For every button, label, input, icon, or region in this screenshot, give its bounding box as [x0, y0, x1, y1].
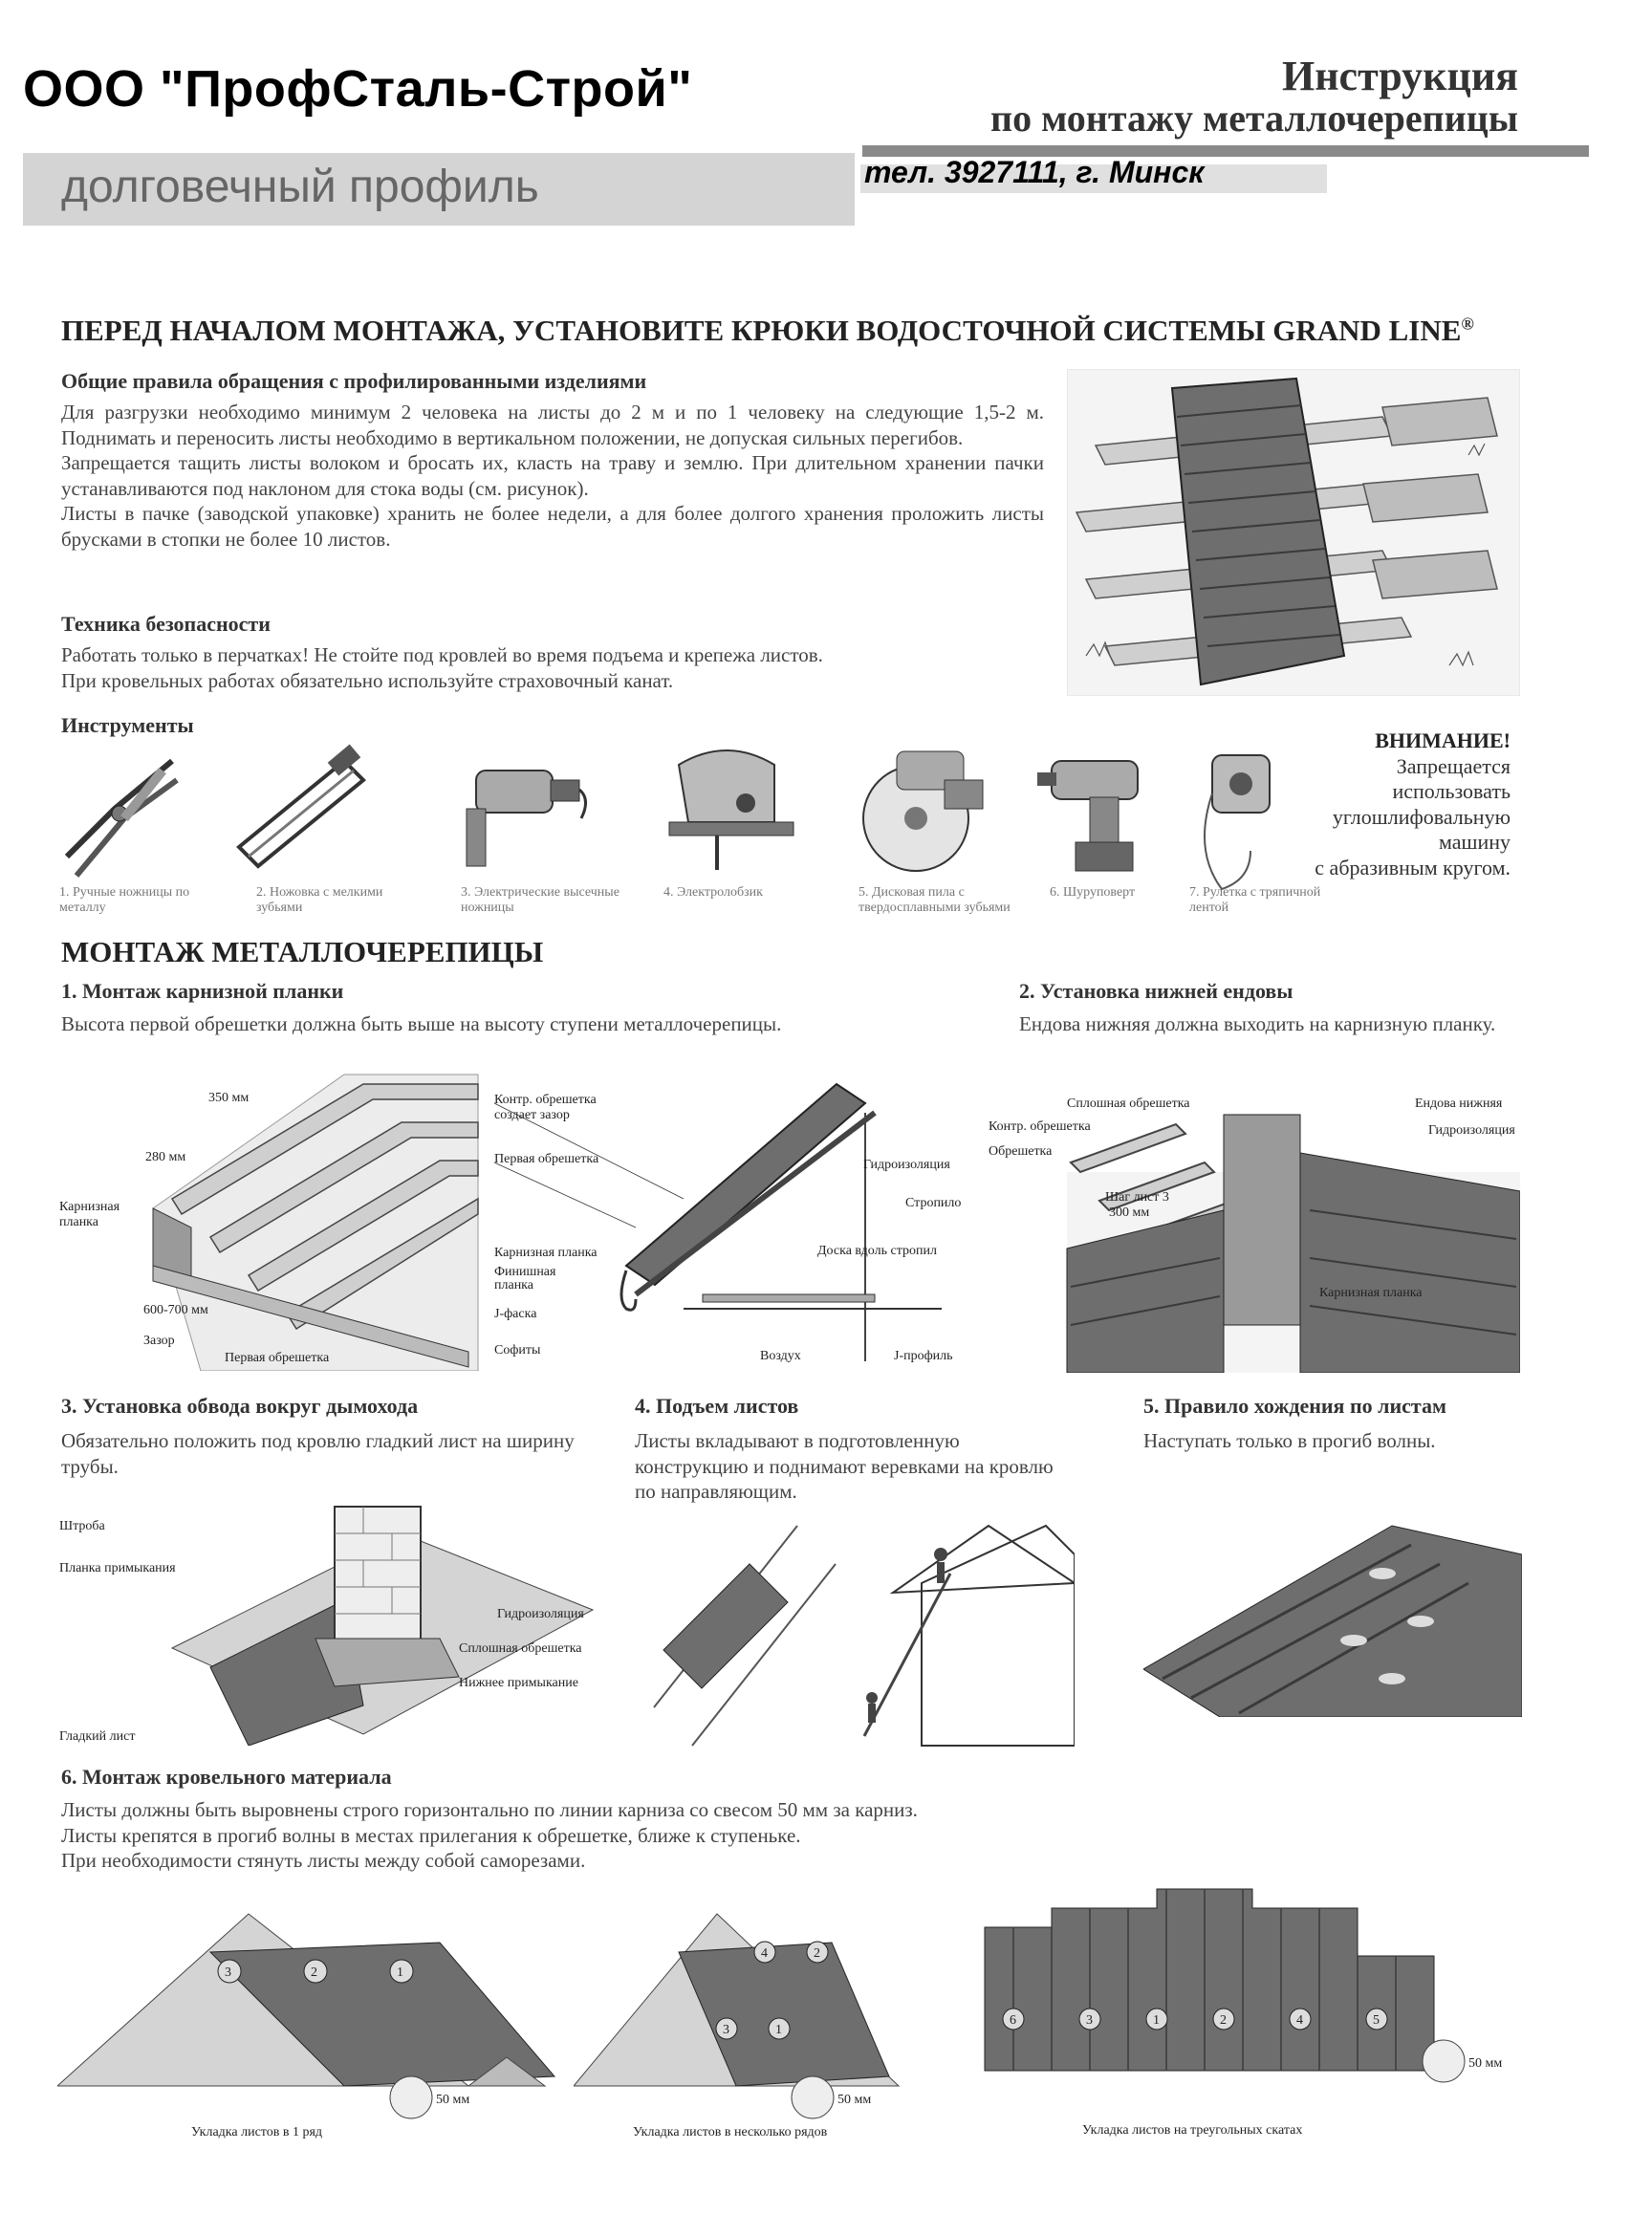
sheet-number-3-c: 3	[1086, 2013, 1093, 2028]
tool-caption-5: 5. Дисковая пила с твердосплавными зубьями	[859, 885, 1011, 915]
step1-heading: 1. Монтаж карнизной планки	[61, 979, 344, 1003]
lath-label: Обрешетка	[989, 1144, 1053, 1159]
dim-50-c-label: 50 мм	[1468, 2056, 1503, 2071]
circular-saw-icon	[849, 742, 992, 885]
solid-lath-3-label: Сплошная обрешетка	[459, 1641, 582, 1656]
first-lath-b-label: Первая обрешетка	[494, 1152, 599, 1166]
tool-caption-2: 2. Ножовка с мелкими зубьями	[256, 885, 383, 915]
step4-diagram	[635, 1516, 1075, 1751]
first-lath-label: Первая обрешетка	[225, 1351, 330, 1365]
warning-line-3: углошлифовальную	[1332, 804, 1511, 829]
sheet-number-1-a: 1	[397, 1966, 403, 1980]
step3-text: Обязательно положить под кровлю гладкий лист на ширину трубы.	[61, 1429, 575, 1478]
dim-280-label: 280 мм	[145, 1150, 186, 1164]
dim-350-label: 350 мм	[208, 1091, 250, 1105]
hacksaw-icon	[229, 742, 373, 885]
step6-diagram-single-row	[57, 1895, 574, 2145]
solid-lath-label: Сплошная обрешетка	[1067, 1097, 1190, 1111]
smooth-sheet-label: Гладкий лист	[59, 1729, 136, 1744]
step5-diagram	[1143, 1516, 1522, 1717]
document-title-line1: Инструкция	[1281, 53, 1518, 99]
sheet-number-3-b: 3	[723, 2023, 729, 2037]
intro-title	[61, 314, 1474, 348]
warning-line-1: Запрещается	[1396, 753, 1511, 778]
tape-measure-icon	[1193, 736, 1279, 899]
step6-line-3: При необходимости стянуть листы между собой саморезами.	[61, 1849, 586, 1872]
warning-heading: ВНИМАНИЕ!	[1375, 728, 1511, 752]
eave-label-1: Карнизная	[59, 1200, 120, 1214]
sheet-number-4-b: 4	[761, 1946, 768, 1961]
step6-line-1: Листы должны быть выровнены строго горизонтально по линии карниза со свесом 50 мм за карниз.	[61, 1798, 918, 1821]
tool-caption-3: 3. Электрические высечные ножницы	[461, 885, 620, 915]
step2-heading: 2. Установка нижней ендовы	[1019, 979, 1293, 1003]
tool-caption-6: 6. Шуруповерт	[1050, 885, 1136, 900]
sheet-number-2-b: 2	[814, 1946, 820, 1961]
sheet-number-1-b: 1	[775, 2023, 782, 2037]
groove-label: Штроба	[59, 1519, 105, 1533]
warning-line-5: с абразивным кругом.	[1315, 855, 1511, 880]
waterproof-b-label: Гидроизоляция	[863, 1158, 950, 1172]
warning-line-2: использовать	[1392, 779, 1511, 803]
step5-text: Наступать только в прогиб волны.	[1143, 1429, 1436, 1452]
step4-heading: 4. Подъем листов	[635, 1394, 799, 1418]
eave-2-label: Карнизная планка	[1319, 1286, 1423, 1300]
screwdriver-drill-icon	[1032, 742, 1157, 885]
counter-lath-2-label: Контр. обрешетка	[989, 1119, 1091, 1134]
dim-50-b-label: 50 мм	[837, 2093, 872, 2107]
tool-caption-4: 4. Электролобзик	[663, 885, 763, 900]
gap-label: Зазор	[143, 1334, 175, 1348]
tools-heading: Инструменты	[61, 713, 194, 737]
electric-nibbler-icon	[447, 742, 591, 885]
handling-paragraph-2: Запрещается тащить листы волоком и бросать их, класть на траву и землю. При длительном хранении пачки устанавливаются под наклоном для стока воды (см. рисунок).	[61, 451, 1044, 500]
adjacency-label: Планка примыкания	[59, 1561, 176, 1575]
rafter-label: Стропило	[905, 1196, 962, 1210]
caption-triangular: Укладка листов на треугольных скатах	[1082, 2123, 1303, 2138]
step6-line-2: Листы крепятся в прогиб волны в местах прилегания к обрешетке, ближе к ступеньке.	[61, 1823, 801, 1847]
soffit-label: Софиты	[494, 1343, 541, 1357]
handling-heading: Общие правила обращения с профилированными изделиями	[61, 369, 647, 393]
tool-caption-7: 7. Рулетка с тряпичной лентой	[1189, 885, 1321, 915]
counter-lath-label-2: создает зазор	[494, 1108, 570, 1122]
caption-multi-row: Укладка листов в несколько рядов	[633, 2125, 828, 2139]
dim-50-a-label: 50 мм	[436, 2093, 470, 2107]
valley-label: Ендова нижняя	[1415, 1097, 1503, 1111]
step-label-2: 300 мм	[1109, 1205, 1150, 1220]
jigsaw-icon	[660, 736, 803, 880]
sheet-number-5-c: 5	[1373, 2013, 1380, 2028]
storage-illustration	[1067, 369, 1520, 696]
company-name: ООО "ПрофСталь-Строй"	[23, 60, 693, 118]
step6-heading: 6. Монтаж кровельного материала	[61, 1765, 392, 1789]
step1-diagram-b	[492, 1075, 970, 1371]
safety-paragraph-1: Работать только в перчатках! Не стойте под кровлей во время подъема и крепежа листов.	[61, 643, 823, 666]
board-label: Доска вдоль стропил	[817, 1244, 937, 1258]
sheet-number-4-c: 4	[1296, 2013, 1303, 2028]
step6-diagram-multi-row	[574, 1895, 937, 2145]
step3-diagram	[57, 1495, 612, 1746]
lower-adj-label: Нижнее примыкание	[459, 1676, 578, 1690]
warning-line-4: машину	[1438, 830, 1511, 854]
handling-text	[61, 400, 1044, 552]
step6-diagram-triangular	[975, 1870, 1530, 2145]
finish-plank-label-1: Финишная	[494, 1265, 556, 1279]
sheet-number-1-c: 1	[1153, 2013, 1160, 2028]
step1-text: Высота первой обрешетки должна быть выше на высоту ступени металлочерепицы.	[61, 1012, 782, 1035]
slogan: долговечный профиль	[61, 162, 539, 212]
mounting-title: МОНТАЖ МЕТАЛЛОЧЕРЕПИЦЫ	[61, 935, 544, 968]
sheet-number-2-a: 2	[311, 1966, 317, 1980]
step6-text	[61, 1797, 1132, 1874]
step3-heading: 3. Установка обвода вокруг дымохода	[61, 1394, 419, 1418]
step2-text: Ендова нижняя должна выходить на карнизную планку.	[1019, 1012, 1496, 1035]
step5-heading: 5. Правило хождения по листам	[1143, 1394, 1446, 1418]
document-title-line2: по монтажу металлочерепицы	[990, 97, 1518, 140]
step2-diagram	[985, 1096, 1520, 1373]
document-title	[990, 55, 1518, 140]
eave-label-2: планка	[59, 1215, 98, 1229]
waterproof-2-label: Гидроизоляция	[1428, 1123, 1515, 1138]
handling-paragraph-3: Листы в пачке (заводской упаковке) хранить не более недели, а для более долгого хранения проложить листы брусками в стопки не более 10 листов.	[61, 502, 1044, 551]
safety-paragraph-2: При кровельных работах обязательно используйте страховочный канат.	[61, 668, 674, 692]
waterproof-3-label: Гидроизоляция	[497, 1607, 584, 1621]
intro-title-text: ПЕРЕД НАЧАЛОМ МОНТАЖА, УСТАНОВИТЕ КРЮКИ ВОДОСТОЧНОЙ СИСТЕМЫ GRAND LINE	[61, 314, 1462, 347]
safety-heading: Техника безопасности	[61, 612, 271, 636]
tool-caption-1: 1. Ручные ножницы по металлу	[59, 885, 190, 915]
eave-plank-label: Карнизная планка	[494, 1246, 598, 1260]
step-label-1: Шаг лист 3	[1105, 1190, 1169, 1205]
finish-plank-label-2: планка	[494, 1278, 533, 1292]
sheet-number-2-c: 2	[1220, 2013, 1227, 2028]
j-profile-label: J-профиль	[894, 1349, 953, 1363]
step1-diagram-a	[57, 1065, 483, 1371]
registered-mark: ®	[1461, 314, 1474, 334]
safety-text	[61, 642, 1055, 693]
warning-box	[1281, 728, 1511, 880]
phone: тел. 3927111, г. Минск	[864, 155, 1205, 189]
counter-lath-label-1: Контр. обрешетка	[494, 1093, 597, 1107]
j-bevel-label: J-фаска	[494, 1307, 537, 1321]
step4-text: Листы вкладывают в подготовленную конструкцию и поднимают веревками на кровлю по направляющим.	[635, 1429, 1054, 1503]
handling-paragraph-1: Для разгрузки необходимо минимум 2 человека на листы до 2 м и по 1 человеку на следующие 1,5-2 м. Поднимать и переносить листы необходимо в вертикальном положении, не допуская сильных перегибов.	[61, 401, 1044, 449]
sheet-number-3-a: 3	[225, 1966, 231, 1980]
air-label: Воздух	[760, 1349, 801, 1363]
sheet-number-6-c: 6	[1010, 2013, 1016, 2028]
caption-single-row: Укладка листов в 1 ряд	[191, 2125, 323, 2139]
dim-600-label: 600-700 мм	[143, 1303, 208, 1317]
metal-shears-icon	[57, 742, 182, 885]
